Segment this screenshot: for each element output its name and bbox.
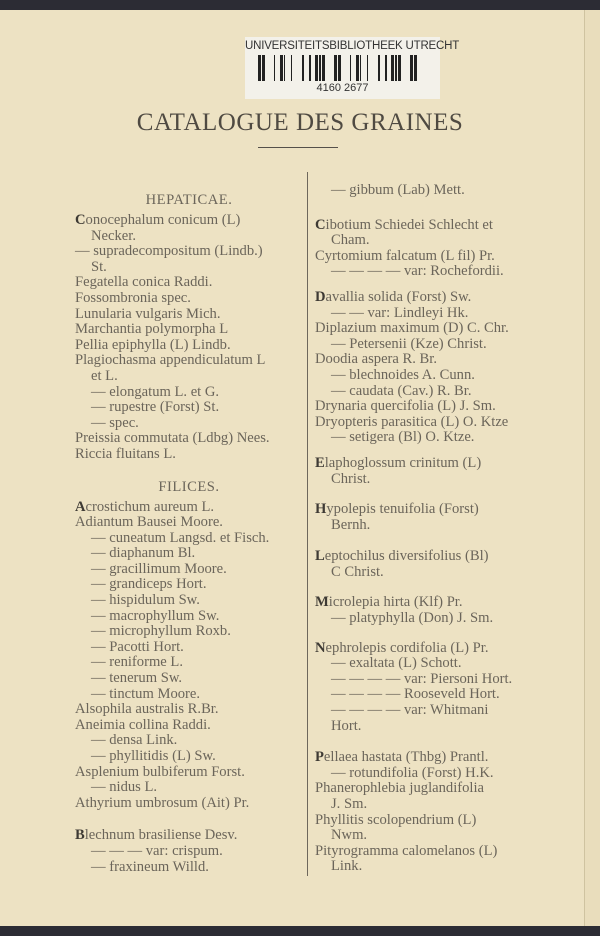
species-entry (315, 368, 547, 384)
barcode-bar (280, 55, 283, 81)
entry-text: — rotundifolia (Forst) H.K. (331, 764, 494, 781)
entry-text: — — — var: crispum. (91, 842, 223, 859)
entry-text: — tinctum Moore. (91, 685, 201, 702)
entry-text: — gibbum (Lab) Mett. (331, 182, 465, 198)
entry-text: Pityrogramma calomelanos (L) (315, 842, 498, 859)
barcode-bar (315, 55, 318, 81)
catalogue-group (75, 828, 303, 875)
barcode-bar (385, 55, 387, 81)
initial-letter: B (75, 827, 85, 844)
entry-text: Fegatella conica Raddi. (75, 274, 213, 291)
entry-text: — Petersenii (Kze) Christ. (331, 335, 487, 352)
species-entry (75, 447, 303, 463)
entry-text: — reniforme L. (91, 654, 183, 671)
species-entry (315, 518, 547, 534)
entry-text: lechnum brasiliense Desv. (84, 827, 238, 844)
species-entry (75, 275, 303, 291)
barcode-bar (395, 55, 397, 81)
species-entry (75, 687, 303, 703)
species-entry (75, 733, 303, 749)
species-entry (75, 860, 303, 876)
entry-text: — — — — var: Rochefordii. (331, 263, 504, 280)
species-entry (75, 593, 303, 609)
entry-text: — diaphanum Bl. (91, 545, 196, 562)
entry-text: Link. (331, 858, 363, 875)
catalogue-group (75, 192, 303, 463)
species-entry (315, 844, 547, 860)
initial-letter: A (75, 498, 86, 515)
entry-text: — — var: Lindleyi Hk. (331, 304, 469, 321)
catalogue-group (315, 456, 547, 487)
entry-text: — densa Link. (91, 732, 178, 749)
page-edge-strip (585, 10, 600, 926)
barcode-bar (258, 55, 261, 81)
entry-text: Cyrtomium falcatum (L fil) Pr. (315, 247, 495, 264)
species-entry (75, 353, 303, 369)
entry-text: — spec. (91, 414, 139, 431)
species-entry (75, 577, 303, 593)
entry-text: — supradecompositum (Lindb.) (75, 243, 263, 260)
species-entry (75, 562, 303, 578)
entry-text: ibotium Schiedei Schlecht et (325, 216, 493, 233)
species-entry (75, 655, 303, 671)
species-entry (315, 337, 547, 353)
species-entry (315, 183, 547, 199)
species-entry (315, 384, 547, 400)
species-entry (315, 264, 547, 280)
entry-text: — setigera (Bl) O. Ktze. (331, 429, 475, 446)
catalogue-group (315, 290, 547, 446)
barcode-bar (367, 55, 368, 81)
catalogue-group (315, 641, 547, 735)
left-column (75, 180, 303, 875)
entry-text: Alsophila australis R.Br. (75, 701, 219, 718)
species-entry (315, 415, 547, 431)
catalogue-group (315, 549, 547, 580)
initial-letter: L (315, 548, 325, 565)
entry-text: icrolepia hirta (Klf) Pr. (328, 594, 463, 611)
barcode-bar (410, 55, 413, 81)
entry-text: — grandiceps Hort. (91, 576, 207, 593)
species-entry (75, 260, 303, 276)
barcode-bar (284, 55, 285, 81)
barcode-bar (378, 55, 380, 81)
entry-text: — fraxineum Willd. (91, 858, 209, 875)
entry-text: — — — — var: Whitmani (331, 702, 489, 719)
entry-text: Doodia aspera R. Br. (315, 351, 437, 368)
entry-text: Phanerophlebia juglandifolia (315, 780, 484, 797)
species-entry (75, 624, 303, 640)
species-entry (75, 765, 303, 781)
species-entry (75, 229, 303, 245)
barcode-bar (334, 55, 337, 81)
barcode-bar (262, 55, 265, 81)
species-entry (75, 244, 303, 260)
entry-text: — caudata (Cav.) R. Br. (331, 382, 472, 399)
species-entry (315, 352, 547, 368)
species-entry (315, 218, 547, 234)
section-heading: FILICES. (158, 478, 220, 495)
entry-text: — blechnoides A. Cunn. (331, 366, 475, 383)
right-column (315, 172, 547, 875)
barcode-bar (338, 55, 341, 81)
entry-text: Plagiochasma appendiculatum L (75, 352, 266, 369)
species-entry (315, 781, 547, 797)
entry-text: Riccia fluitans L. (75, 445, 176, 462)
species-entry (315, 306, 547, 322)
species-entry (315, 249, 547, 265)
species-entry (315, 456, 547, 472)
barcode-bar (350, 55, 351, 81)
species-entry (75, 369, 303, 385)
species-entry (315, 502, 547, 518)
species-entry (315, 430, 547, 446)
library-barcode-label (245, 37, 460, 99)
species-entry (315, 656, 547, 672)
barcode-bar (398, 55, 401, 81)
species-entry (75, 718, 303, 734)
species-entry (75, 515, 303, 531)
species-entry (75, 213, 303, 229)
entry-text: Drynaria quercifolia (L) J. Sm. (315, 398, 496, 415)
species-entry (75, 780, 303, 796)
initial-letter: C (75, 212, 86, 228)
entry-text: eptochilus diversifolius (Bl) (324, 548, 489, 565)
species-entry (315, 641, 547, 657)
entry-text: Cham. (331, 232, 370, 249)
initial-letter: E (315, 454, 325, 471)
entry-text: — tenerum Sw. (91, 670, 183, 687)
species-entry (315, 472, 547, 488)
entry-text: — phyllitidis (L) Sw. (91, 748, 216, 764)
column-divider (307, 172, 308, 876)
entry-text: Nwm. (331, 827, 368, 844)
entry-text: crostichum aureum L. (85, 498, 215, 515)
barcode-bar (291, 55, 292, 81)
entry-text: Dryopteris parasitica (L) O. Ktze (315, 413, 509, 430)
entry-text: ellaea hastata (Thbg) Prantl. (323, 749, 489, 766)
entry-text: — microphyllum Roxb. (91, 623, 231, 640)
page-title: CATALOGUE DES GRAINES (136, 109, 464, 136)
species-entry (315, 321, 547, 337)
species-entry (315, 813, 547, 829)
entry-text: — elongatum L. et G. (91, 383, 220, 400)
entry-text: J. Sm. (331, 796, 368, 812)
barcode-bar (322, 55, 325, 81)
species-entry (75, 385, 303, 401)
barcode-bar (302, 55, 304, 81)
initial-letter: D (315, 288, 326, 305)
entry-text: Pellia epiphylla (L) Lindb. (75, 336, 231, 353)
entry-text: — gracillimum Moore. (91, 560, 227, 577)
entry-text: laphoglossum crinitum (L) (324, 454, 482, 471)
barcode-bar (274, 55, 275, 81)
entry-text: avallia solida (Forst) Sw. (325, 288, 472, 305)
species-entry (75, 828, 303, 844)
species-entry (75, 844, 303, 860)
section-heading: HEPATICAE. (145, 192, 233, 208)
catalogue-group (315, 218, 547, 280)
species-entry (315, 750, 547, 766)
entry-text: — — — — var: Piersoni Hort. (331, 670, 513, 687)
catalogue-group (315, 750, 547, 875)
species-entry (75, 609, 303, 625)
entry-text: Christ. (331, 470, 371, 487)
species-entry (75, 431, 303, 447)
entry-text: ephrolepis cordifolia (L) Pr. (325, 639, 489, 656)
entry-text: — cuneatum Langsd. et Fisch. (91, 529, 270, 546)
initial-letter: P (315, 749, 324, 766)
entry-text: Preissia commutata (Ldbg) Nees. (75, 430, 270, 447)
species-entry (315, 828, 547, 844)
species-entry (75, 640, 303, 656)
species-entry (75, 416, 303, 432)
species-entry (315, 549, 547, 565)
entry-text: Necker. (91, 227, 136, 244)
entry-text: — platyphylla (Don) J. Sm. (331, 610, 494, 627)
species-entry (75, 546, 303, 562)
entry-text: — — — — Rooseveld Hort. (331, 686, 500, 703)
barcode-icon (258, 55, 428, 81)
species-entry (315, 719, 547, 735)
entry-text: Bernh. (331, 516, 371, 533)
catalogue-group (75, 479, 303, 812)
initial-letter: N (315, 639, 326, 656)
species-entry (315, 859, 547, 875)
scan-bottom-border (0, 926, 600, 936)
species-entry (315, 565, 547, 581)
initial-letter: M (315, 594, 329, 611)
entry-text: — nidus L. (91, 779, 158, 796)
entry-text: Asplenium bulbiferum Forst. (75, 763, 245, 780)
library-name: UNIVERSITEITSBIBLIOTHEEK UTRECHT (245, 40, 460, 52)
entry-text: — macrophyllum Sw. (91, 607, 220, 624)
entry-text: ypolepis tenuifolia (Forst) (326, 501, 479, 518)
species-entry (75, 400, 303, 416)
species-entry (75, 322, 303, 338)
entry-text: Lunularia vulgaris Mich. (75, 305, 221, 322)
species-entry (75, 531, 303, 547)
catalogue-group (315, 595, 547, 626)
entry-text: Hort. (331, 717, 362, 734)
scan-top-border (0, 0, 600, 10)
species-entry (315, 672, 547, 688)
species-entry (315, 595, 547, 611)
entry-text: — hispidulum Sw. (91, 592, 200, 609)
entry-text: Marchantia polymorpha L (75, 321, 229, 338)
species-entry (75, 307, 303, 323)
entry-text: Aneimia collina Raddi. (75, 716, 211, 733)
species-entry (315, 233, 547, 249)
entry-text: — rupestre (Forst) St. (91, 399, 220, 416)
species-entry (315, 687, 547, 703)
initial-letter: H (315, 501, 327, 518)
species-entry (75, 291, 303, 307)
species-entry (315, 703, 547, 719)
entry-text: Phyllitis scolopendrium (L) (315, 811, 477, 828)
species-entry (75, 749, 303, 765)
species-entry (75, 671, 303, 687)
barcode-bar (319, 55, 321, 81)
catalogue-group (315, 183, 547, 199)
entry-text: — Pacotti Hort. (91, 638, 184, 655)
entry-text: Adiantum Bausei Moore. (75, 514, 223, 531)
catalogue-group (315, 502, 547, 533)
barcode-bar (414, 55, 417, 81)
species-entry (315, 797, 547, 813)
entry-text: Fossombronia spec. (75, 289, 191, 306)
entry-text: C Christ. (331, 563, 384, 580)
barcode-bar (391, 55, 394, 81)
species-entry (315, 399, 547, 415)
species-entry (75, 500, 303, 516)
barcode-bar (356, 55, 359, 81)
entry-text: — exaltata (L) Schott. (331, 655, 462, 672)
entry-text: Diplazium maximum (D) C. Chr. (315, 320, 509, 337)
species-entry (75, 338, 303, 354)
title-underline (258, 147, 338, 148)
entry-text: et L. (91, 367, 118, 384)
initial-letter: C (315, 216, 326, 233)
barcode-bar (360, 55, 361, 81)
barcode-number: 4160 2677 (316, 82, 369, 94)
entry-text: St. (91, 258, 107, 275)
entry-text: onocephalum conicum (L) (85, 212, 241, 228)
species-entry (75, 702, 303, 718)
species-entry (315, 290, 547, 306)
entry-text: Athyrium umbrosum (Ait) Pr. (75, 794, 250, 811)
species-entry (315, 766, 547, 782)
page-edge-line (584, 10, 585, 926)
species-entry (75, 796, 303, 812)
species-entry (315, 611, 547, 627)
barcode-bar (309, 55, 311, 81)
